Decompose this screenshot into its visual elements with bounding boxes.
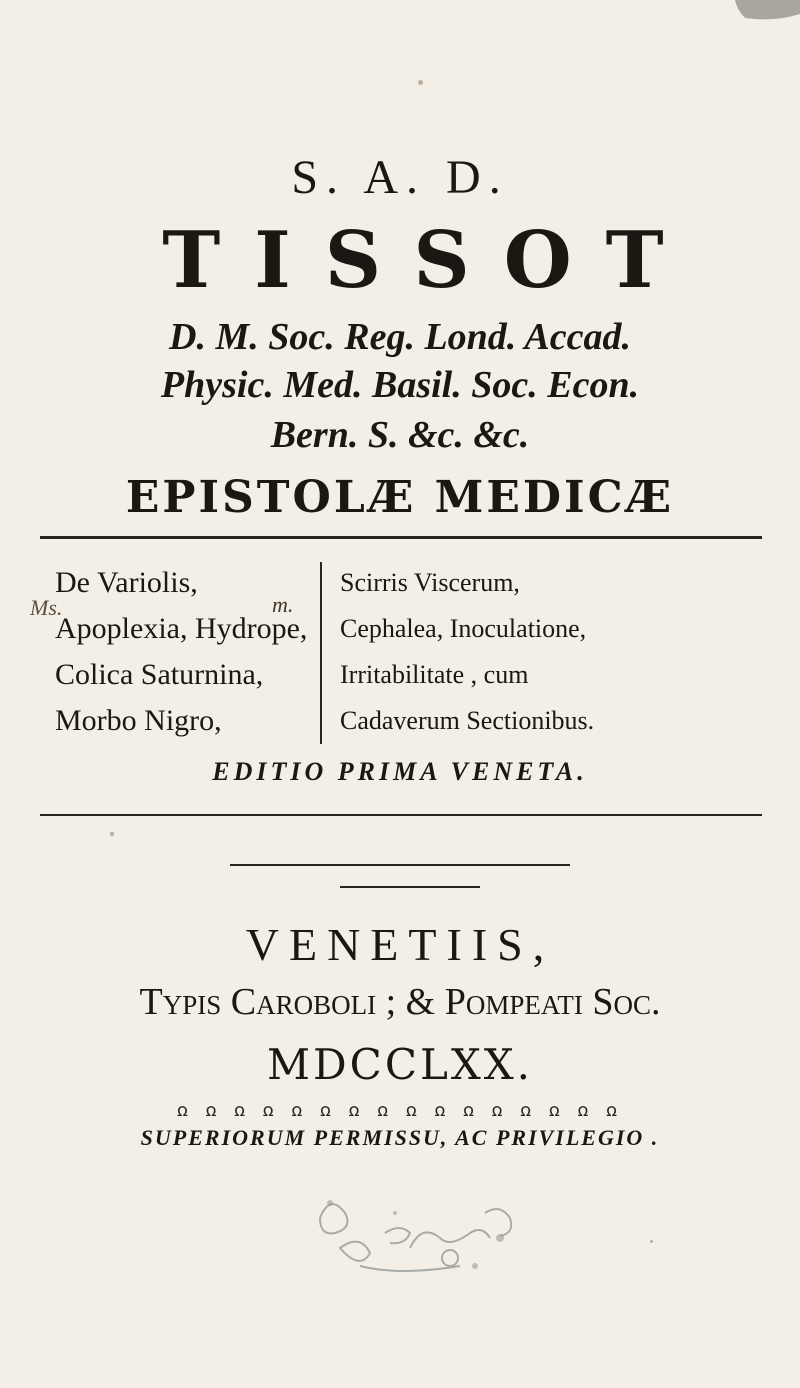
paper-speck <box>650 1240 653 1243</box>
header-initials: S. A. D. <box>291 151 509 204</box>
library-stamp-icon <box>300 1178 540 1278</box>
imprint-printer: Typis Caroboli ; & Pompeati Soc. <box>139 981 661 1023</box>
divider-rule <box>40 814 762 816</box>
divider-rule-short <box>230 864 570 866</box>
contents-item: Colica Saturnina, <box>55 658 264 691</box>
contents-item: Cephalea, Inoculatione, <box>340 614 587 643</box>
work-title: EPISTOLÆ MEDICÆ <box>125 472 675 523</box>
divider-rule <box>40 536 762 539</box>
contents-item: De Variolis, <box>55 566 198 599</box>
permission-line: SUPERIORUM PERMISSU, AC PRIVILEGIO . <box>140 1125 660 1150</box>
author-titles-line-3: Bern. S. &c. &c. <box>270 414 530 456</box>
author-titles-line-1: D. M. Soc. Reg. Lond. Accad. <box>169 316 631 358</box>
author-titles-line-2: Physic. Med. Basil. Soc. Econ. <box>160 364 640 406</box>
ornament-row: ꭥ ꭥ ꭥ ꭥ ꭥ ꭥ ꭥ ꭥ ꭥ ꭥ ꭥ ꭥ ꭥ ꭥ ꭥ ꭥ <box>176 1100 624 1121</box>
divider-rule-shorter <box>340 886 480 888</box>
contents-item: Cadaverum Sectionibus. <box>340 706 595 735</box>
imprint-year: MDCCLXX. <box>267 1040 533 1089</box>
paper-speck <box>418 80 423 85</box>
author-name: TISSOT <box>162 215 698 306</box>
margin-annotation-mid: m. <box>272 592 294 617</box>
paper-speck <box>110 832 114 836</box>
contents-item: Scirris Viscerum, <box>340 568 520 597</box>
page-edge-mark-icon <box>735 0 800 22</box>
imprint-city: VENETIIS, <box>245 919 555 970</box>
margin-annotation: Ms. <box>30 595 63 620</box>
contents-item: Morbo Nigro, <box>55 704 222 737</box>
contents-item: Irritabilitate , cum <box>340 660 529 689</box>
column-separator <box>320 562 322 744</box>
contents-right-column <box>340 560 594 744</box>
contents-item: Apoplexia, Hydrope, <box>55 612 308 645</box>
edition-statement: EDITIO PRIMA VENETA. <box>212 757 588 786</box>
contents-left-column <box>55 560 307 744</box>
